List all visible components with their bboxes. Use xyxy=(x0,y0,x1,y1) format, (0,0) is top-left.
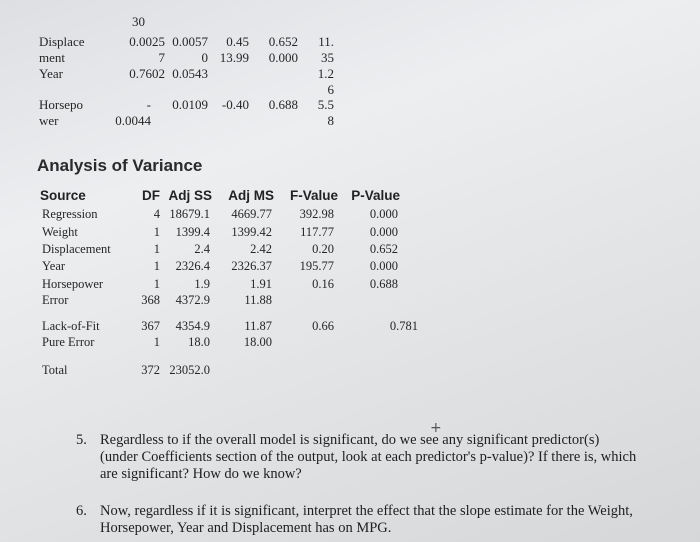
vif-value: 5.5 8 xyxy=(317,97,334,128)
anova-p-value: 0.688 xyxy=(369,277,398,291)
anova-f-value: 195.77 xyxy=(299,259,334,273)
anova-p-value: 0.652 xyxy=(369,242,398,256)
coef-value: - 0.0044 xyxy=(115,97,151,128)
anova-adj-ms: 1399.42 xyxy=(231,225,272,239)
anova-adj-ms: 2.42 xyxy=(250,242,272,256)
coef-fragment: 30 xyxy=(132,14,145,29)
anova-source: Regression xyxy=(42,207,98,221)
anova-p-value: 0.000 xyxy=(369,207,398,221)
anova-df: 367 xyxy=(141,319,160,333)
anova-f-value: 0.16 xyxy=(312,277,334,291)
anova-df: 1 xyxy=(153,242,160,256)
anova-p-value: 0.000 xyxy=(369,259,398,273)
t-value: 0.45 13.99 xyxy=(219,34,249,65)
anova-adj-ss: 4372.9 xyxy=(175,293,210,307)
anova-title: Analysis of Variance xyxy=(37,156,203,175)
col-header-adj-ms: Adj MS xyxy=(228,188,274,203)
anova-df: 1 xyxy=(153,277,160,291)
term-label: Horsepo wer xyxy=(39,97,84,128)
p-value: 0.652 0.000 xyxy=(268,34,298,65)
se-coef-value: 0.0057 0 0.0543 xyxy=(172,34,208,81)
t-value: -0.40 xyxy=(221,97,249,112)
anova-adj-ss: 4354.9 xyxy=(175,319,210,333)
anova-adj-ms: 18.00 xyxy=(243,335,272,349)
anova-adj-ms: 11.87 xyxy=(244,319,272,333)
col-header-p-value: P-Value xyxy=(351,188,400,203)
anova-p-value: 0.781 xyxy=(389,319,418,333)
anova-df: 1 xyxy=(153,259,160,273)
col-header-adj-ss: Adj SS xyxy=(168,188,212,203)
anova-adj-ss: 1.9 xyxy=(194,277,210,291)
anova-source: Total xyxy=(42,363,68,377)
anova-adj-ms: 11.88 xyxy=(244,293,272,307)
anova-adj-ss: 1399.4 xyxy=(175,225,210,239)
anova-source: Year xyxy=(42,259,66,273)
anova-adj-ms: 1.91 xyxy=(250,277,272,291)
se-coef-value: 0.0109 xyxy=(172,97,208,112)
anova-f-value: 117.77 xyxy=(300,225,334,239)
anova-source: Horsepower xyxy=(42,277,104,291)
anova-f-value: 0.66 xyxy=(312,319,334,333)
anova-adj-ss: 2.4 xyxy=(194,242,210,256)
anova-adj-ss: 18.0 xyxy=(188,335,210,349)
anova-df: 368 xyxy=(141,293,160,307)
col-header-f-value: F-Value xyxy=(289,188,338,203)
anova-f-value: 392.98 xyxy=(299,207,334,221)
anova-source: Weight xyxy=(42,225,78,239)
anova-df: 1 xyxy=(153,335,160,349)
anova-f-value: 0.20 xyxy=(312,242,334,256)
coef-value: 0.0025 7 0.7602 xyxy=(129,34,165,81)
anova-df: 372 xyxy=(141,363,160,377)
anova-df: 4 xyxy=(153,207,160,221)
anova-adj-ms: 2326.37 xyxy=(231,259,272,273)
anova-adj-ss: 18679.1 xyxy=(169,207,210,221)
col-header-df: DF xyxy=(142,188,160,203)
anova-df: 1 xyxy=(153,225,160,239)
question-5: 5. Regardless to if the overall model is significant, do we see any significant predictor(s) (under Coefficients section of the output, look at each predictor's p-value)? If there is, which are significant? How do we know? xyxy=(76,432,637,482)
anova-source: Displacement xyxy=(42,242,111,256)
anova-p-value: 0.000 xyxy=(369,225,398,239)
question-6: 6. Now, regardless if it is significant, interpret the effect that the slope estimate for the Weight, Horsepower, Year and Displacement has on MPG. xyxy=(76,503,633,536)
col-header-source: Source xyxy=(40,188,86,203)
anova-source: Lack-of-Fit xyxy=(42,319,100,333)
p-value: 0.688 xyxy=(268,97,298,112)
term-label: Displace ment Year xyxy=(39,34,85,81)
vif-value: 11. 35 1.2 6 xyxy=(317,34,334,97)
anova-source: Pure Error xyxy=(42,335,95,349)
anova-source: Error xyxy=(42,293,69,307)
anova-adj-ss: 2326.4 xyxy=(175,259,210,273)
anova-adj-ms: 4669.77 xyxy=(231,207,272,221)
anova-adj-ss: 23052.0 xyxy=(169,363,210,377)
text-cursor-icon: + xyxy=(430,420,442,436)
